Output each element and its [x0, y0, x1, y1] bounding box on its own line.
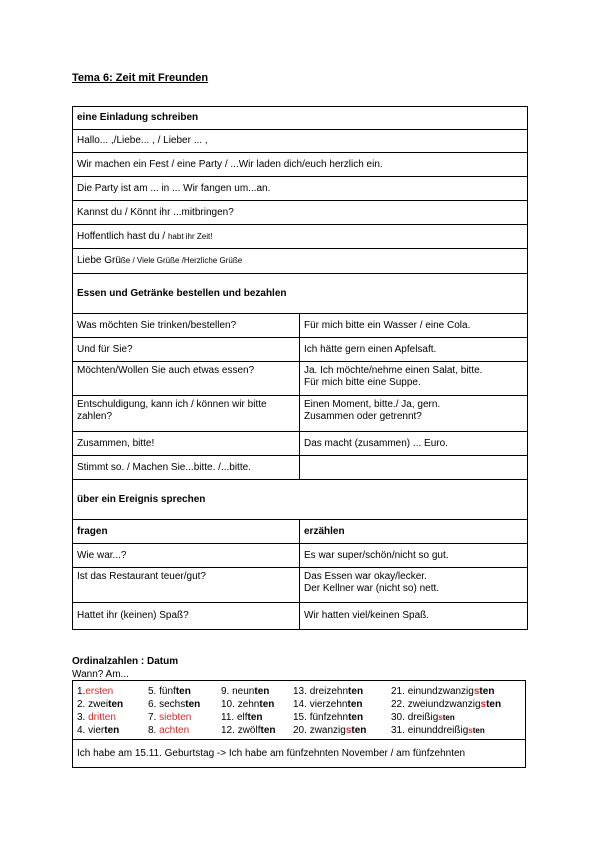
column-header-fragen: fragen	[73, 520, 300, 544]
section-heading-invitation: eine Einladung schreiben	[73, 107, 528, 130]
invitation-row: Die Party ist am ... in ... Wir fangen um...an.	[73, 177, 528, 201]
ordinal-item: 4. vierten	[77, 725, 120, 736]
ordering-question: Zusammen, bitte!	[73, 432, 300, 456]
ordinal-item: 14. vierzehnten	[293, 699, 363, 710]
ordering-question: Stimmt so. / Machen Sie...bitte. /...bitte.	[73, 456, 300, 480]
ordinal-column	[77, 685, 123, 737]
column-header-erzaehlen: erzählen	[300, 520, 528, 544]
ordinal-item: 13. dreizehnten	[293, 686, 364, 697]
invitation-row-small-text: ße / Viele Grüße /Herzliche Grüße	[120, 256, 243, 265]
ordinal-item: 30. dreißigsten	[391, 712, 455, 723]
ordinal-item: 12. zwölften	[221, 725, 276, 736]
ordering-answer: Ich hätte gern einen Apfelsaft.	[300, 338, 528, 362]
ordering-question: Und für Sie?	[73, 338, 300, 362]
ordinal-item: 20. zwanzigsten	[293, 725, 367, 736]
ordinal-item: 6. sechsten	[148, 699, 201, 710]
ordering-question: Entschuldigung, kann ich / können wir bitte zahlen?	[73, 396, 300, 432]
ordinal-column	[221, 685, 275, 737]
ordinal-item: 10. zehnten	[221, 699, 275, 710]
ordering-answer: Das macht (zusammen) ... Euro.	[300, 432, 528, 456]
event-question: Hattet ihr (keinen) Spaß?	[73, 603, 300, 630]
page-title: Tema 6: Zeit mit Freunden	[72, 72, 209, 84]
ordinal-heading: Ordinalzahlen : Datum	[72, 656, 179, 667]
invitation-row: Kannst du / Könnt ihr ...mitbringen?	[73, 201, 528, 225]
event-answer: Wir hatten viel/keinen Spaß.	[300, 603, 528, 630]
section-heading-event: über ein Ereignis sprechen	[73, 480, 528, 520]
ordinal-item: 8. achten	[148, 725, 190, 736]
invitation-row: Wir machen ein Fest / eine Party / ...Wir laden dich/euch herzlich ein.	[73, 153, 528, 177]
invitation-row	[73, 249, 528, 274]
phrases-table	[72, 106, 528, 630]
invitation-row: Hallo... ,/Liebe... , / Lieber ... ,	[73, 130, 528, 153]
ordering-question: Möchten/Wollen Sie auch etwas essen?	[73, 362, 300, 396]
ordinal-column	[148, 685, 200, 737]
ordinal-item: 5. fünften	[148, 686, 191, 697]
invitation-row-text: Hoffentlich hast du /	[77, 230, 168, 242]
ordinal-item: 15. fünfzehnten	[293, 712, 364, 723]
invitation-row-text: Liebe Grü	[77, 255, 121, 266]
ordering-answer: Einen Moment, bitte./ Ja, gern. Zusammen oder getrennt?	[300, 396, 528, 432]
ordinal-column	[293, 685, 366, 737]
invitation-row	[73, 225, 528, 249]
event-question: Ist das Restaurant teuer/gut?	[73, 568, 300, 603]
ordering-answer: Ja. Ich möchte/nehme einen Salat, bitte. Für mich bitte eine Suppe.	[300, 362, 528, 396]
event-question: Wie war...?	[73, 544, 300, 568]
ordinal-numbers-box	[72, 680, 526, 740]
ordinal-item: 22. zweiundzwanzigsten	[391, 699, 502, 710]
ordinal-item: 11. elften	[221, 712, 263, 723]
ordinal-column	[391, 685, 501, 737]
ordinal-item: 2. zweiten	[77, 699, 124, 710]
ordinal-item: 21. einundzwanzigsten	[391, 686, 495, 697]
ordinal-subheading: Wann? Am...	[72, 669, 129, 680]
ordinal-item: 31. einunddreißigsten	[391, 725, 485, 736]
section-heading-ordering: Essen und Getränke bestellen und bezahlen	[73, 274, 528, 314]
ordinal-example-sentence: Ich habe am 15.11. Geburtstag -> Ich habe am fünfzehnten November / am fünfzehnten	[72, 740, 526, 768]
ordinal-item: 7. siebten	[148, 712, 192, 723]
ordinal-item: 1.ersten	[77, 686, 114, 697]
event-answer: Es war super/schön/nicht so gut.	[300, 544, 528, 568]
invitation-row-small-text: habt ihr Zeit!	[167, 231, 213, 241]
ordering-answer	[300, 456, 528, 480]
ordinal-item: 9. neunten	[221, 686, 270, 697]
ordering-question: Was möchten Sie trinken/bestellen?	[73, 314, 300, 338]
event-answer: Das Essen war okay/lecker. Der Kellner war (nicht so) nett.	[300, 568, 528, 603]
ordinal-item: 3. dritten	[77, 712, 116, 723]
ordering-answer: Für mich bitte ein Wasser / eine Cola.	[300, 314, 528, 338]
